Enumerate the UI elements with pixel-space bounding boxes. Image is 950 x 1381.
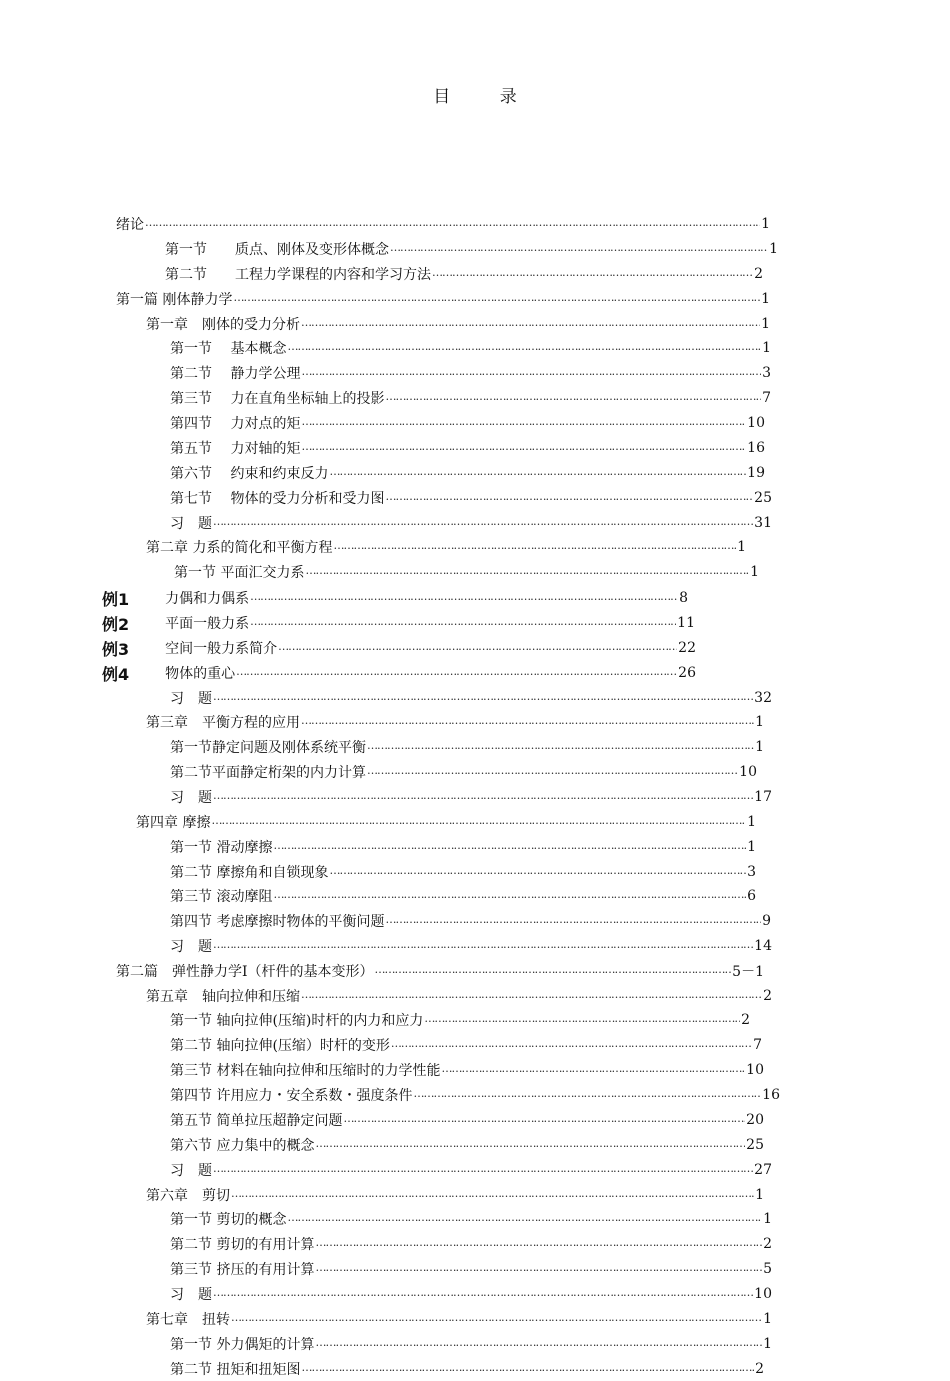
toc-entry-page: 1 [755,1187,764,1203]
dot-leader [213,511,753,535]
toc-entry [170,361,771,385]
dot-leader [315,1257,762,1281]
toc-entry [170,1332,772,1356]
toc-entry-label: 第七节 物体的受力分析和受力图 [170,491,385,507]
dot-leader [385,486,753,510]
toc-entry [165,262,763,286]
dot-leader [413,1083,761,1107]
toc-entry [170,411,765,435]
toc-entry [170,1207,772,1231]
dot-leader [315,1332,762,1356]
dot-leader [301,436,746,460]
dot-leader [305,560,749,584]
toc-entry [116,212,770,236]
toc-entry-page: 1 [763,1336,772,1352]
dot-leader [385,909,761,933]
toc-entry-label: 第三节 滚动摩阻 [170,889,273,905]
toc-entry-label: 习 题 [170,1163,212,1179]
toc-entry [170,1058,764,1082]
toc-entry-label: 第一节 轴向拉伸(压缩)时杆的内力和应力 [170,1013,424,1029]
dot-leader [367,735,754,759]
dot-leader [301,361,761,385]
toc-entry-page: 1 [763,1311,772,1327]
dot-leader [250,611,676,635]
toc-entry-label: 第四章 摩擦 [136,815,211,831]
toc-entry [170,461,765,485]
toc-entry-page: 3 [762,365,771,381]
toc-entry [146,1307,772,1331]
example-number: 例1 [102,589,130,609]
toc-entry-label: 平面一般力系 [165,616,250,632]
toc-entry [170,336,771,360]
toc-entry-page: 14 [754,938,772,954]
toc-entry-page: 1 [761,291,770,307]
toc-entry [170,1232,772,1256]
toc-entry-page: 1 [761,316,770,332]
toc-entry-page: 10 [754,1286,772,1302]
toc-entry-label: 第五节 力对轴的矩 [170,441,301,457]
toc-entry [146,312,770,336]
toc-entry-label: 绪论 [116,217,144,233]
toc-entry-label: 第三节 挤压的有用计算 [170,1262,315,1278]
toc-entry-page: 10 [747,415,765,431]
dot-leader [278,636,677,660]
toc-entry-page: 5 [763,1261,772,1277]
toc-entry-page: 32 [754,690,772,706]
toc-entry-page: 1 [762,340,771,356]
toc-entry-label: 习 题 [170,1287,212,1303]
dot-leader [287,336,761,360]
toc-entry-page: 6 [747,888,756,904]
toc-entry [170,1083,780,1107]
toc-entry [170,1357,764,1381]
toc-entry-page: 2 [755,1361,764,1377]
example-number: 例3 [102,639,130,659]
toc-entry-page: 25 [754,490,772,506]
toc-entry-label: 习 题 [170,939,212,955]
toc-entry-page: 10 [746,1062,764,1078]
toc-entry [146,1183,764,1207]
toc-entry-page: 8 [679,590,688,606]
toc-entry [170,934,772,958]
dot-leader [213,785,753,809]
toc-entry [170,1033,762,1057]
dot-leader [301,411,746,435]
toc-entry-label: 物体的重心 [165,666,236,682]
toc-entry-label: 第三章 平衡方程的应用 [146,715,300,731]
toc-entry [170,760,757,784]
dot-leader [213,1158,753,1182]
toc-entry [102,611,695,635]
toc-entry-page: 16 [747,440,765,456]
toc-entry-label: 第二节 扭矩和扭矩图 [170,1362,301,1378]
toc-entry-label: 第三节 材料在轴向拉伸和压缩时的力学性能 [170,1063,441,1079]
toc-entry-page: 27 [754,1162,772,1178]
toc-entry-page: 11 [677,615,695,631]
toc-entry-page: 9 [762,913,771,929]
toc-entry-label: 第三节 力在直角坐标轴上的投影 [170,391,385,407]
dot-leader [231,1183,754,1207]
dot-leader [145,212,760,236]
dot-leader [273,835,746,859]
toc-entry-label: 第二节 静力学公理 [170,366,301,382]
example-number: 例4 [102,664,130,684]
toc-entry [170,1108,764,1132]
toc-entry-label: 第一篇 刚体静力学 [116,292,233,308]
dot-leader [329,860,746,884]
dot-leader [432,262,753,286]
toc-entry-label: 第六章 剪切 [146,1188,230,1204]
toc-entry-page: 1 [737,539,746,555]
toc-entry [170,436,765,460]
toc-entry-label: 空间一般力系简介 [165,641,278,657]
toc-entry-label: 第一节 滑动摩擦 [170,840,273,856]
dot-leader [273,884,746,908]
toc-entry-page: 10 [739,764,757,780]
toc-entry-page: 1 [747,814,756,830]
dot-leader [213,934,753,958]
toc-entry-label: 第二节 摩擦角和自锁现象 [170,865,329,881]
dot-leader [424,1008,740,1032]
toc-entry-page: 26 [678,665,696,681]
toc-entry-page: 17 [754,789,772,805]
toc-entry-page: 1 [747,839,756,855]
dot-leader [287,1207,762,1231]
dot-leader [375,959,732,983]
dot-leader [367,760,738,784]
toc-entry-page: 31 [754,515,772,531]
toc-entry-label: 第五节 简单拉压超静定问题 [170,1113,343,1129]
toc-entry-label: 第一节 质点、刚体及变形体概念 [165,242,389,258]
toc-entry [170,1257,772,1281]
toc-entry-label: 第七章 扭转 [146,1312,230,1328]
toc-entry-label: 第二节平面静定桁架的内力计算 [170,765,366,781]
toc-entry [170,1133,764,1157]
toc-entry-label: 第一节 剪切的概念 [170,1212,287,1228]
toc-entry [102,586,688,610]
toc-entry [116,959,764,983]
dot-leader [250,586,678,610]
dot-leader [390,237,768,261]
dot-leader [343,1108,745,1132]
toc-entry [170,386,771,410]
toc-entry-label: 第五章 轴向拉伸和压缩 [146,989,300,1005]
toc-entry-label: 第一节 基本概念 [170,341,287,357]
toc-entry [170,511,772,535]
dot-leader [301,710,754,734]
toc-entry-label: 第一节 外力偶矩的计算 [170,1337,315,1353]
dot-leader [233,287,760,311]
toc-entry [165,237,778,261]
dot-leader [213,1282,753,1306]
toc-entry-label: 习 题 [170,691,212,707]
toc-entry-label: 第二节 剪切的有用计算 [170,1237,315,1253]
toc-entry [146,984,772,1008]
toc-entry-label: 力偶和力偶系 [165,591,250,607]
toc-entry-label: 第四节 力对点的矩 [170,416,301,432]
toc-entry-page: 7 [762,390,771,406]
toc-entry-label: 第一节静定问题及刚体系统平衡 [170,740,366,756]
toc-entry-page: 5－1 [732,964,764,980]
toc-entry-page: 1 [763,1211,772,1227]
toc-entry-label: 第二节 轴向拉伸(压缩）时杆的变形 [170,1038,390,1054]
toc-entry-page: 1 [755,739,764,755]
toc-entry [102,661,696,685]
toc-entry-page: 19 [747,465,765,481]
toc-entry [174,560,759,584]
toc-entry-page: 22 [678,640,696,656]
dot-leader [301,1357,754,1381]
toc-entry [170,860,756,884]
toc-entry [170,735,764,759]
toc-entry-label: 第二节 工程力学课程的内容和学习方法 [165,267,431,283]
toc-entry-label: 习 题 [170,516,212,532]
toc-entry-label: 第二章 力系的简化和平衡方程 [146,540,333,556]
toc-entry-page: 2 [763,1236,772,1252]
example-number: 例2 [102,614,130,634]
toc-entry [170,686,772,710]
toc-entry-page: 2 [763,988,772,1004]
dot-leader [329,461,746,485]
toc-entry-label: 第六节 约束和约束反力 [170,466,329,482]
toc-entry-page: 1 [755,714,764,730]
toc-entry [136,810,756,834]
toc-entry-page: 3 [747,864,756,880]
dot-leader [315,1232,762,1256]
toc-entry-page: 1 [750,564,759,580]
toc-entry-label: 第二篇 弹性静力学Ⅰ（杆件的基本变形） [116,964,374,980]
dot-leader [213,686,753,710]
toc-entry-label: 习 题 [170,790,212,806]
toc-entry-page: 2 [754,266,763,282]
toc-entry-page: 25 [746,1137,764,1153]
toc-entry-label: 第一节 平面汇交力系 [174,565,305,581]
dot-leader [231,1307,762,1331]
toc-entry-page: 1 [769,241,778,257]
dot-leader [385,386,761,410]
toc-entry [170,1282,772,1306]
toc-entry [146,535,746,559]
dot-leader [333,535,736,559]
toc-entry [116,287,770,311]
dot-leader [301,312,760,336]
toc-entry-page: 7 [753,1037,762,1053]
dot-leader [211,810,746,834]
toc-entry-label: 第四节 许用应力・安全系数・强度条件 [170,1088,413,1104]
toc-entry-page: 16 [762,1087,780,1103]
toc-entry-label: 第一章 刚体的受力分析 [146,317,300,333]
toc-entry [170,884,756,908]
toc-entry [170,909,771,933]
toc-entry [170,835,756,859]
toc-entry-label: 第四节 考虑摩擦时物体的平衡问题 [170,914,385,930]
toc-entry [170,785,772,809]
toc-entry [146,710,764,734]
dot-leader [315,1133,745,1157]
toc-entry-page: 20 [746,1112,764,1128]
toc-entry-page: 1 [761,216,770,232]
dot-leader [301,984,762,1008]
dot-leader [236,661,677,685]
toc-entry [170,1008,750,1032]
dot-leader [391,1033,752,1057]
toc-entry-page: 2 [741,1012,750,1028]
dot-leader [441,1058,745,1082]
toc-entry [102,636,696,660]
toc-entry [170,486,772,510]
toc-title: 目 录 [433,87,539,107]
toc-entry-label: 第六节 应力集中的概念 [170,1138,315,1154]
toc-entry [170,1158,772,1182]
